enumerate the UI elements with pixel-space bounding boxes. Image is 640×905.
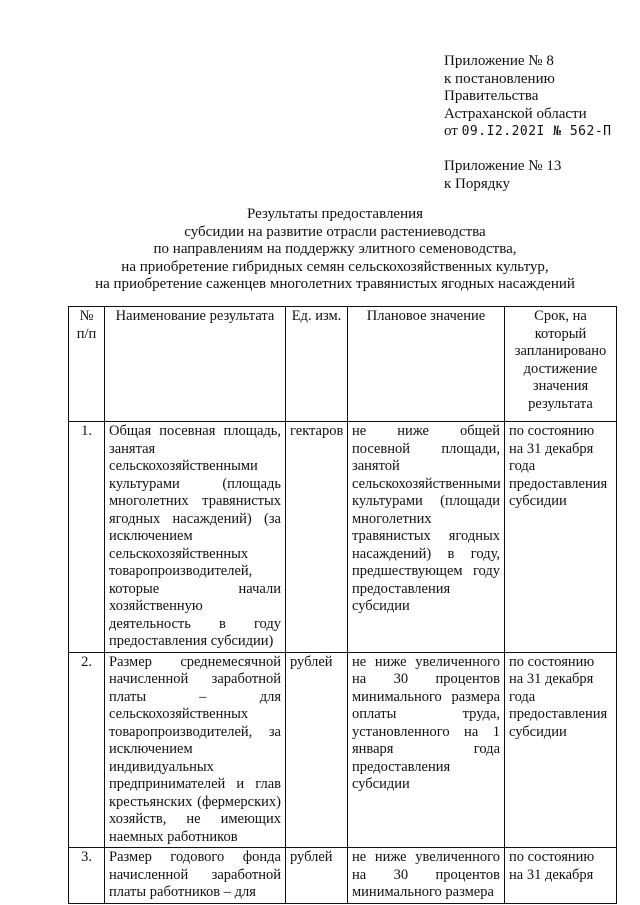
- header-line: к постановлению: [444, 70, 555, 87]
- results-table: [68, 306, 617, 904]
- header-line: Правительства: [444, 88, 539, 104]
- row-name: Общая посевная площадь, занятая сельскохозяйственными культурами (площадь многолетних травянистых ягодных насаждений) (за исключением сельскохозяйственных товаропроизводителей, которые начали хозяйственную деятельность в году предоставления субсидии): [105, 422, 286, 653]
- row-deadline: по состоянию на 31 декабря года предоставления субсидии: [505, 652, 617, 848]
- header-num: № п/п: [69, 307, 105, 422]
- table-header-row: [69, 307, 617, 422]
- header-line: Астраханской области: [444, 105, 587, 122]
- table-row: [69, 422, 617, 653]
- row-unit: рублей: [286, 652, 348, 848]
- title-line: Результаты предоставления: [246, 206, 424, 222]
- header-unit: Ед. изм.: [286, 307, 348, 422]
- row-deadline: по состоянию на 31 декабря года предоставления субсидии: [505, 422, 617, 653]
- row-num: 3.: [69, 848, 105, 904]
- title-line: по направлениям на поддержку элитного семеноводства,: [153, 241, 517, 257]
- row-num: 2.: [69, 652, 105, 848]
- order-ref-line: к Порядку: [444, 175, 510, 192]
- header-plan: Плановое значение: [348, 307, 505, 422]
- document-title: [60, 206, 610, 294]
- row-plan: не ниже увеличенного на 30 процентов минимального размера оплаты труда, установленного на 1 января года предоставления субсидии: [348, 652, 505, 848]
- header-date-line: [444, 123, 634, 141]
- title-line: на приобретение саженцев многолетних травянистых ягодных насаждений: [95, 276, 575, 292]
- row-name: Размер среднемесячной начисленной заработной платы – для сельскохозяйственных товаропроизводителей, за исключением индивидуальных предпринимателей и глав крестьянских (фермерских) хозяйств, не имеющих наемных работников: [105, 652, 286, 848]
- table-row: [69, 652, 617, 848]
- row-deadline: по состоянию на 31 декабря: [505, 848, 617, 904]
- date-stamp: 09.I2.202I № 562-П: [461, 124, 612, 139]
- appendix-header: [444, 53, 634, 141]
- row-plan: не ниже общей посевной площади, занятой сельскохозяйственными культурами (площади многолетних травянистых ягодных насаждений) в году, предшествующем году предоставления субсидии: [348, 422, 505, 653]
- order-ref-line: Приложение № 13: [444, 158, 562, 174]
- row-unit: рублей: [286, 848, 348, 904]
- title-line: на приобретение гибридных семян сельскохозяйственных культур,: [121, 258, 549, 275]
- header-deadline: Срок, на который запланировано достижение значения результата: [505, 307, 617, 422]
- row-plan: не ниже увеличенного на 30 процентов минимального размера: [348, 848, 505, 904]
- title-line: субсидии на развитие отрасли растениеводства: [184, 223, 486, 240]
- order-reference: [444, 158, 561, 193]
- date-prefix: от: [444, 123, 458, 139]
- row-unit: гектаров: [286, 422, 348, 653]
- row-name: Размер годового фонда начисленной заработной платы работников – для: [105, 848, 286, 904]
- table-row: [69, 848, 617, 904]
- row-num: 1.: [69, 422, 105, 653]
- header-name: Наименование результата: [105, 307, 286, 422]
- header-line: Приложение № 8: [444, 53, 554, 69]
